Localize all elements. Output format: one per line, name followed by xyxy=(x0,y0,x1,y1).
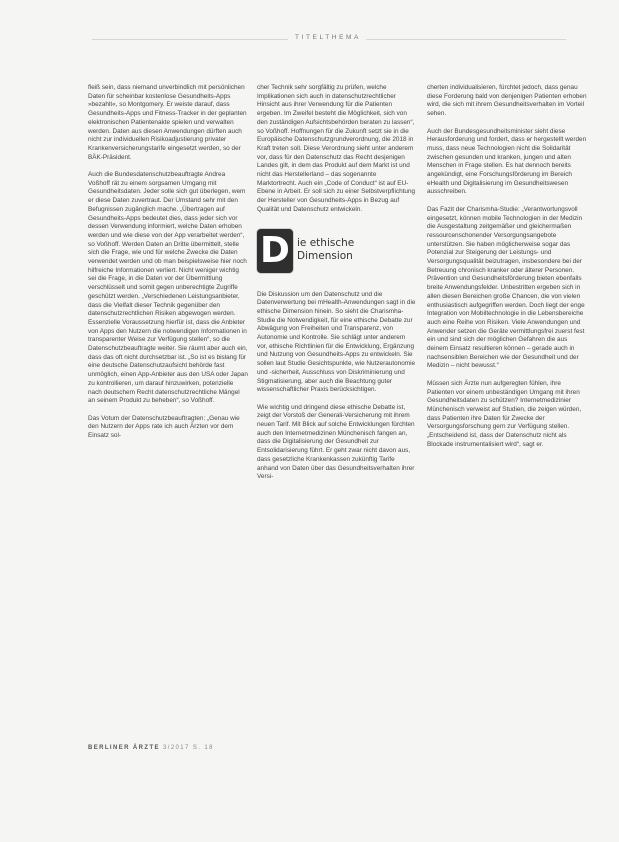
subheading-text xyxy=(297,237,354,263)
drop-cap-box xyxy=(257,229,293,273)
paragraph: Das Fazit der Charismha-Studie: „Verantwortungsvoll eingesetzt, können mobile Technologien in der Medizin die Ausgestaltung zeitgemäßer und gleichermaßen ressourcenschonender Versorgungsangebote unterstützen. Sie haben möglicherweise sogar das Potenzial zur Steigerung der Leistungs- und Versorgungsqualität beizutragen, insbesondere bei der Betreuung chronisch kranker oder älterer Personen. Prävention und Gesundheitsförderung bieten ebenfalls breite Anwendungsfelder. Unbestritten ergeben sich in allen diesen Bereichen große Chancen, die von vielen enthusiastisch aufgegriffen werden. Doch liegt der enge Integration von Mobiltechnologie in die Lebensbereiche auch eine Reihe von Risiken. Viele Anwendungen und Anwender setzen die Geräte vermittlungsfrei zuerst fest ein und sind sich der möglichen Gefahren die aus deinem Einsatz resultieren können – gerade auch in nachsensiblen Bereichen wie der Gesundheit und der Medizin – nicht bewusst.“ xyxy=(427,205,585,370)
paragraph: cher Technik sehr sorgfältig zu prüfen, welche Implikationen sich auch in datenschutzrechtlicher Hinsicht aus ihrer Verwendung für die Patienten ergeben. Im Zweifel besteht die Möglichkeit, sich von den zuständigen Aufsichtsbehörden beraten zu lassen“, so Voßhoff. Hoffnungen für die Zukunft setzt sie in die Europäische Datenschutzgrundverordnung, die 2018 in Kraft treten soll. Diese Verordnung sieht unter anderem vor, dass für den Datenschutz das Recht desjenigen Landes gilt, in dem das Produkt auf dem Markt ist und nicht das Herstellerland – das sogenannte Marktortrecht. Auch ein „Code of Conduct“ ist auf EU-Ebene in Arbeit. Er soll sich zu einer Selbstverpflichtung der Hersteller von Gesundheits-Apps in Bezug auf Qualität und Datenschutz entwickeln. xyxy=(257,84,416,213)
section-title: TITELTHEMA xyxy=(295,34,361,41)
drop-cap-letter: D xyxy=(260,229,290,271)
paragraph: Wie wichtig und dringend diese ethische Debatte ist, zeigt der Vorstoß der Generali-Versicherung mit ihrem neuen Tarif. Mit Blick auf solche Entwicklungen fürchten auch den Internetmedizinen Münchenisch fangen an, dass die Digitalisierung der Gesundheit zur Entsolidarisierung führt. Er geht zwar nicht davon aus, dass gesetzliche Krankenkassen zukünftig Tarife anhand von Daten über das Gesundheitsverhalten ihrer Versi- xyxy=(257,403,415,481)
paragraph: cherten individualisieren, fürchtet jedoch, dass genau diese Forderung bald von denjenigen Patienten erhoben wird, die sich mit ihrem Gesundheitsverhalten im Vorteil sehen. xyxy=(427,84,587,118)
header-rule-left xyxy=(92,39,288,40)
subheading-line-1: ie ethische xyxy=(297,236,355,249)
text-column-2 xyxy=(257,84,417,482)
paragraph: Das Votum der Datenschutzbeauftragten: „Genau wie den Nutzern der Apps rate ich auch Ärzten vor dem Einsatz sol- xyxy=(88,414,240,440)
paragraph: Müssen sich Ärzte nun aufgeregten fühlen, ihre Patienten vor einem unbeständigen Umgang mit ihren Gesundheitsdaten zu schützen? Internetmedizinier Münchenisch verweist auf Studien, die zeigen würden, dass Patienten ihre Daten für Zwecke der Versorgungsforschung gern zur Verfügung stellen. „Entscheidend ist, dass der Datenschutz nicht als Blockade instrumentalisiert wird“, sagt er. xyxy=(427,379,582,448)
text-column-1 xyxy=(88,84,248,441)
paragraph: Auch die Bundesdatenschutzbeauftragte Andrea Voßhoff rät zu einem sorgsamen Umgang mit Gesundheitsdaten. Jeder solle sich gut überlegen, wem er diese Daten zuvertraut. Der Umstand sehr mit den Befugnissen zugänglich mache. „Übertragen auf Gesundheits-Apps bedeutet dies, dass jeder sich vor dessen Verwendung informiert, welche Daten erhoben werden und wie diese von der App verarbeitet werden“, so Voßhoff. Werden Daten an Dritte übermittelt, stelle sich die Frage, wie und für welche Zwecke die Daten verwendet werden und ob man beispielsweise hier noch hilfreiche Informationen verliert. Nicht weniger wichtig sei die Frage, in die Daten vor der Übermittlung verschlüsselt und somit gegen unberechtigte Zugriffe geschützt werden. „Verschiedenen Leistungsanbieter, dass die Vielfalt dieser Technik gegenüber den datenschutzrechtlichen Risiken abgewogen werden. Essenzielle Voraussetzung hierfür ist, dass die Anbieter von Apps den Nutzern die notwendigen Informationen in transparenter Weise zur Verfügung stellen“, so die Datenschutzbeauftragte weiter. Sie räumt aber auch ein, dass das oft nicht durchsetzbar ist. „So ist es bislang für eine deutsche Datenschutzaufsicht behörde fast unmöglich, einen App-Anbieter aus den USA oder Japan zu kontrollieren, um darauf hinzuwirken, potenzielle nach deutschem Recht datenschutzrechtliche Mängel an seinem Produkt zu beheben“, so Voßhoff. xyxy=(88,171,248,405)
subheading xyxy=(257,229,417,279)
journal-name: BERLINER ÄRZTE xyxy=(88,745,160,751)
paragraph: Auch der Bundesgesundheitsminister sieht diese Herausforderung und fordert, dass er hergestellt werden muss, dass neue Technologien nicht die Solidarität zwischen gesunden und kranken, jungen und alten Menschen in Frage stellen. Es hat dennoch bereits angekündigt, eine Forschungsförderung im Bereich eHealth und Digitalisierung im Gesundheitswesen ausschreiben. xyxy=(427,127,587,196)
paragraph: fleiß sein, dass niemand unverbindlich mit persönlichen Daten für scheinbar kostenlose Gesundheits-Apps »bezahlt«, so Montgomery. Er weiste darauf, dass Gesundheits-Apps und Fitness-Tracker in der geplanten elektronischen Patientenakte spielen und verwalten werden. Daten aus diesen Anwendungen dürften auch nicht zur individuellen Risikoadjustierung privater Krankenversicherungstarife eingesetzt werden, so der BÄK-Präsident. xyxy=(88,84,247,161)
text-column-3 xyxy=(427,84,587,449)
page-footer xyxy=(88,745,288,751)
paragraph: Die Diskussion um den Datenschutz und die Datenverwertung bei mHealth-Anwendungen sagt in die ethische Dimension hinein. So sieht die Charismha-Studie die Notwendigkeit, für eine ethische Debatte zur Abwägung von Freiheiten und Transparenz, von Autonomie und Kontrolle. Sie schlägt unter anderem vor, ethische Richtlinien für die Entwicklung, Ergänzung und Nutzung von Gesundheits-Apps zu entwickeln. Sie sollen laut Studie Gesichtspunkte, wie Nutzerautonomie und -sicherheit, Ausschluss von Diskriminierung und Stigmatisierung, aber auch die Beachtung guter wissenschaftlicher Praxis berücksichtigen. xyxy=(257,290,416,394)
header-rule-right xyxy=(366,39,566,40)
subheading-line-2: Dimension xyxy=(297,249,353,262)
section-header xyxy=(0,32,619,46)
issue-info: 3/2017 S. 18 xyxy=(163,745,214,751)
